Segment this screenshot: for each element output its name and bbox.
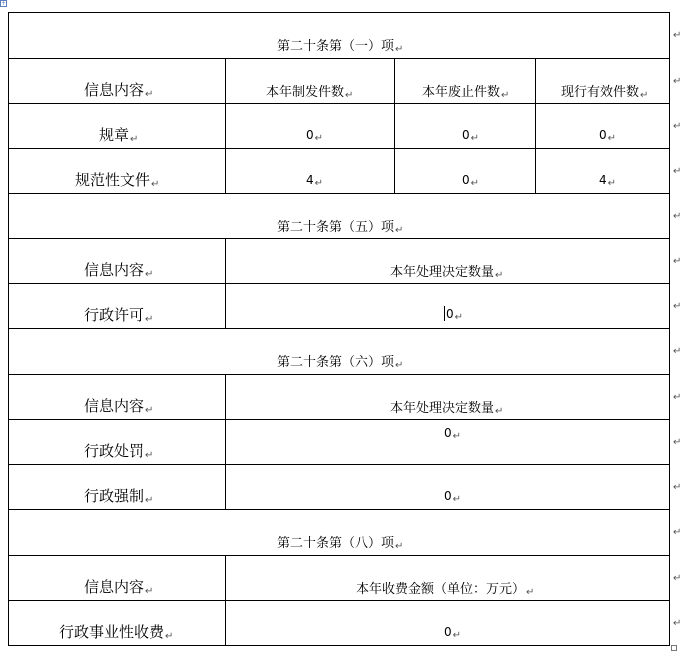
section1-row1-label: 规章↵ bbox=[99, 126, 139, 145]
paragraph-mark-icon: ↵ bbox=[130, 134, 139, 145]
row-end-mark-icon: ↵ bbox=[673, 437, 681, 448]
section4-row1-label: 行政事业性收费↵ bbox=[59, 623, 174, 642]
paragraph-mark-icon: ↵ bbox=[395, 44, 404, 55]
section1-title: 第二十条第（一）项↵ bbox=[277, 39, 404, 55]
row-end-mark-icon: ↵ bbox=[673, 392, 681, 403]
paragraph-mark-icon: ↵ bbox=[165, 631, 174, 642]
section1-row2-col2-cell bbox=[394, 148, 536, 194]
section3-row2-value-cell bbox=[225, 464, 670, 510]
section3-row1-label-cell bbox=[8, 419, 226, 465]
paragraph-mark-icon: ↵ bbox=[495, 406, 504, 417]
section1-header-col3-cell bbox=[535, 58, 670, 104]
section3-row2-value: 0↵ bbox=[444, 489, 462, 505]
paragraph-mark-icon: ↵ bbox=[452, 494, 462, 505]
section3-row1-value: 0↵ bbox=[444, 426, 462, 442]
row-end-mark-icon: ↵ bbox=[673, 482, 681, 493]
section3-row1-label: 行政处罚↵ bbox=[84, 442, 154, 461]
section4-title-cell bbox=[8, 509, 670, 556]
disclosure-table bbox=[8, 12, 670, 646]
section1-row2-col1-value: 4↵ bbox=[306, 173, 324, 189]
section1-row2-col2-value: 0↵ bbox=[462, 173, 480, 189]
section3-header-label: 信息内容↵ bbox=[84, 397, 154, 416]
paragraph-mark-icon: ↵ bbox=[145, 586, 154, 597]
section4-header-value-cell bbox=[225, 555, 670, 601]
section1-header-col3: 现行有效件数↵ bbox=[561, 85, 649, 101]
row-end-mark-icon: ↵ bbox=[673, 30, 681, 41]
table-resize-handle-icon[interactable] bbox=[671, 645, 677, 651]
section1-header-label-cell bbox=[8, 58, 226, 104]
section1-header-col2-cell bbox=[394, 58, 536, 104]
paragraph-mark-icon: ↵ bbox=[501, 90, 510, 101]
row-end-mark-icon: ↵ bbox=[673, 211, 681, 222]
section1-row1-col2-value: 0↵ bbox=[462, 128, 480, 144]
paragraph-mark-icon: ↵ bbox=[454, 312, 464, 323]
paragraph-mark-icon: ↵ bbox=[145, 450, 154, 461]
paragraph-mark-icon: ↵ bbox=[314, 178, 324, 189]
paragraph-mark-icon: ↵ bbox=[145, 269, 154, 280]
row-end-mark-icon: ↵ bbox=[673, 527, 681, 538]
section3-header-label-cell bbox=[8, 374, 226, 420]
paragraph-mark-icon: ↵ bbox=[526, 587, 535, 598]
section1-row2-label-cell bbox=[8, 148, 226, 194]
section1-row1-label-cell bbox=[8, 103, 226, 149]
section1-row1-col3-cell bbox=[535, 103, 670, 149]
paragraph-mark-icon: ↵ bbox=[452, 431, 462, 442]
section4-row1-value: 0↵ bbox=[444, 625, 462, 641]
section2-header-value-cell bbox=[225, 238, 670, 284]
table-move-handle-icon[interactable]: + bbox=[1, 0, 7, 7]
section1-row1-col2-cell bbox=[394, 103, 536, 149]
row-end-mark-icon: ↵ bbox=[673, 346, 681, 357]
section2-row1-label-cell bbox=[8, 283, 226, 329]
paragraph-mark-icon: ↵ bbox=[470, 133, 480, 144]
section1-row1-col1-cell bbox=[225, 103, 395, 149]
section1-header-col1: 本年制发件数↵ bbox=[266, 85, 354, 101]
section3-row2-label-cell bbox=[8, 464, 226, 510]
paragraph-mark-icon: ↵ bbox=[345, 90, 354, 101]
section4-title: 第二十条第（八）项↵ bbox=[277, 536, 404, 552]
section2-row1-label: 行政许可↵ bbox=[84, 306, 154, 325]
section1-header-label: 信息内容↵ bbox=[84, 81, 154, 100]
section2-header-label-cell bbox=[8, 238, 226, 284]
section2-header-value: 本年处理决定数量↵ bbox=[390, 265, 504, 281]
section1-row2-col3-value: 4↵ bbox=[599, 173, 617, 189]
row-end-mark-icon: ↵ bbox=[673, 301, 681, 312]
paragraph-mark-icon: ↵ bbox=[607, 178, 617, 189]
section2-title: 第二十条第（五）项↵ bbox=[277, 220, 404, 236]
paragraph-mark-icon: ↵ bbox=[607, 133, 617, 144]
section1-header-col1-cell bbox=[225, 58, 395, 104]
paragraph-mark-icon: ↵ bbox=[470, 178, 480, 189]
section3-header-value: 本年处理决定数量↵ bbox=[390, 401, 504, 417]
text-cursor bbox=[444, 306, 445, 321]
section4-header-label-cell bbox=[8, 555, 226, 601]
section4-row1-label-cell bbox=[8, 600, 226, 646]
paragraph-mark-icon: ↵ bbox=[395, 225, 404, 236]
paragraph-mark-icon: ↵ bbox=[145, 89, 154, 100]
section1-header-col2: 本年废止件数↵ bbox=[422, 85, 510, 101]
row-end-mark-icon: ↵ bbox=[673, 121, 681, 132]
section4-header-label: 信息内容↵ bbox=[84, 578, 154, 597]
section2-header-label: 信息内容↵ bbox=[84, 261, 154, 280]
paragraph-mark-icon: ↵ bbox=[452, 630, 462, 641]
section1-row1-col3-value: 0↵ bbox=[599, 128, 617, 144]
paragraph-mark-icon: ↵ bbox=[495, 270, 504, 281]
paragraph-mark-icon: ↵ bbox=[151, 179, 160, 190]
section4-row1-value-cell bbox=[225, 600, 670, 646]
row-end-mark-icon: ↵ bbox=[673, 76, 681, 87]
row-end-mark-icon: ↵ bbox=[673, 573, 681, 584]
section1-row2-label: 规范性文件↵ bbox=[75, 171, 160, 190]
section3-row2-label: 行政强制↵ bbox=[84, 487, 154, 506]
paragraph-mark-icon: ↵ bbox=[145, 405, 154, 416]
paragraph-mark-icon: ↵ bbox=[145, 495, 154, 506]
paragraph-mark-icon: ↵ bbox=[640, 90, 649, 101]
row-end-mark-icon: ↵ bbox=[673, 256, 681, 267]
section3-title-cell bbox=[8, 328, 670, 375]
section2-row1-value[interactable]: 0↵ bbox=[446, 307, 464, 323]
section1-title-cell bbox=[8, 12, 670, 59]
paragraph-mark-icon: ↵ bbox=[145, 314, 154, 325]
paragraph-mark-icon: ↵ bbox=[395, 360, 404, 371]
row-end-mark-icon: ↵ bbox=[673, 618, 681, 629]
section2-row1-value-cell[interactable] bbox=[225, 283, 670, 329]
section2-title-cell bbox=[8, 193, 670, 239]
section1-row1-col1-value: 0↵ bbox=[306, 128, 324, 144]
section1-row2-col3-cell bbox=[535, 148, 670, 194]
paragraph-mark-icon: ↵ bbox=[314, 133, 324, 144]
row-end-mark-icon: ↵ bbox=[673, 166, 681, 177]
section3-row1-value-cell bbox=[225, 419, 670, 465]
section4-header-value: 本年收费金额（单位：万元）↵ bbox=[356, 582, 535, 598]
section3-header-value-cell bbox=[225, 374, 670, 420]
section3-title: 第二十条第（六）项↵ bbox=[277, 355, 404, 371]
paragraph-mark-icon: ↵ bbox=[395, 541, 404, 552]
section1-row2-col1-cell bbox=[225, 148, 395, 194]
